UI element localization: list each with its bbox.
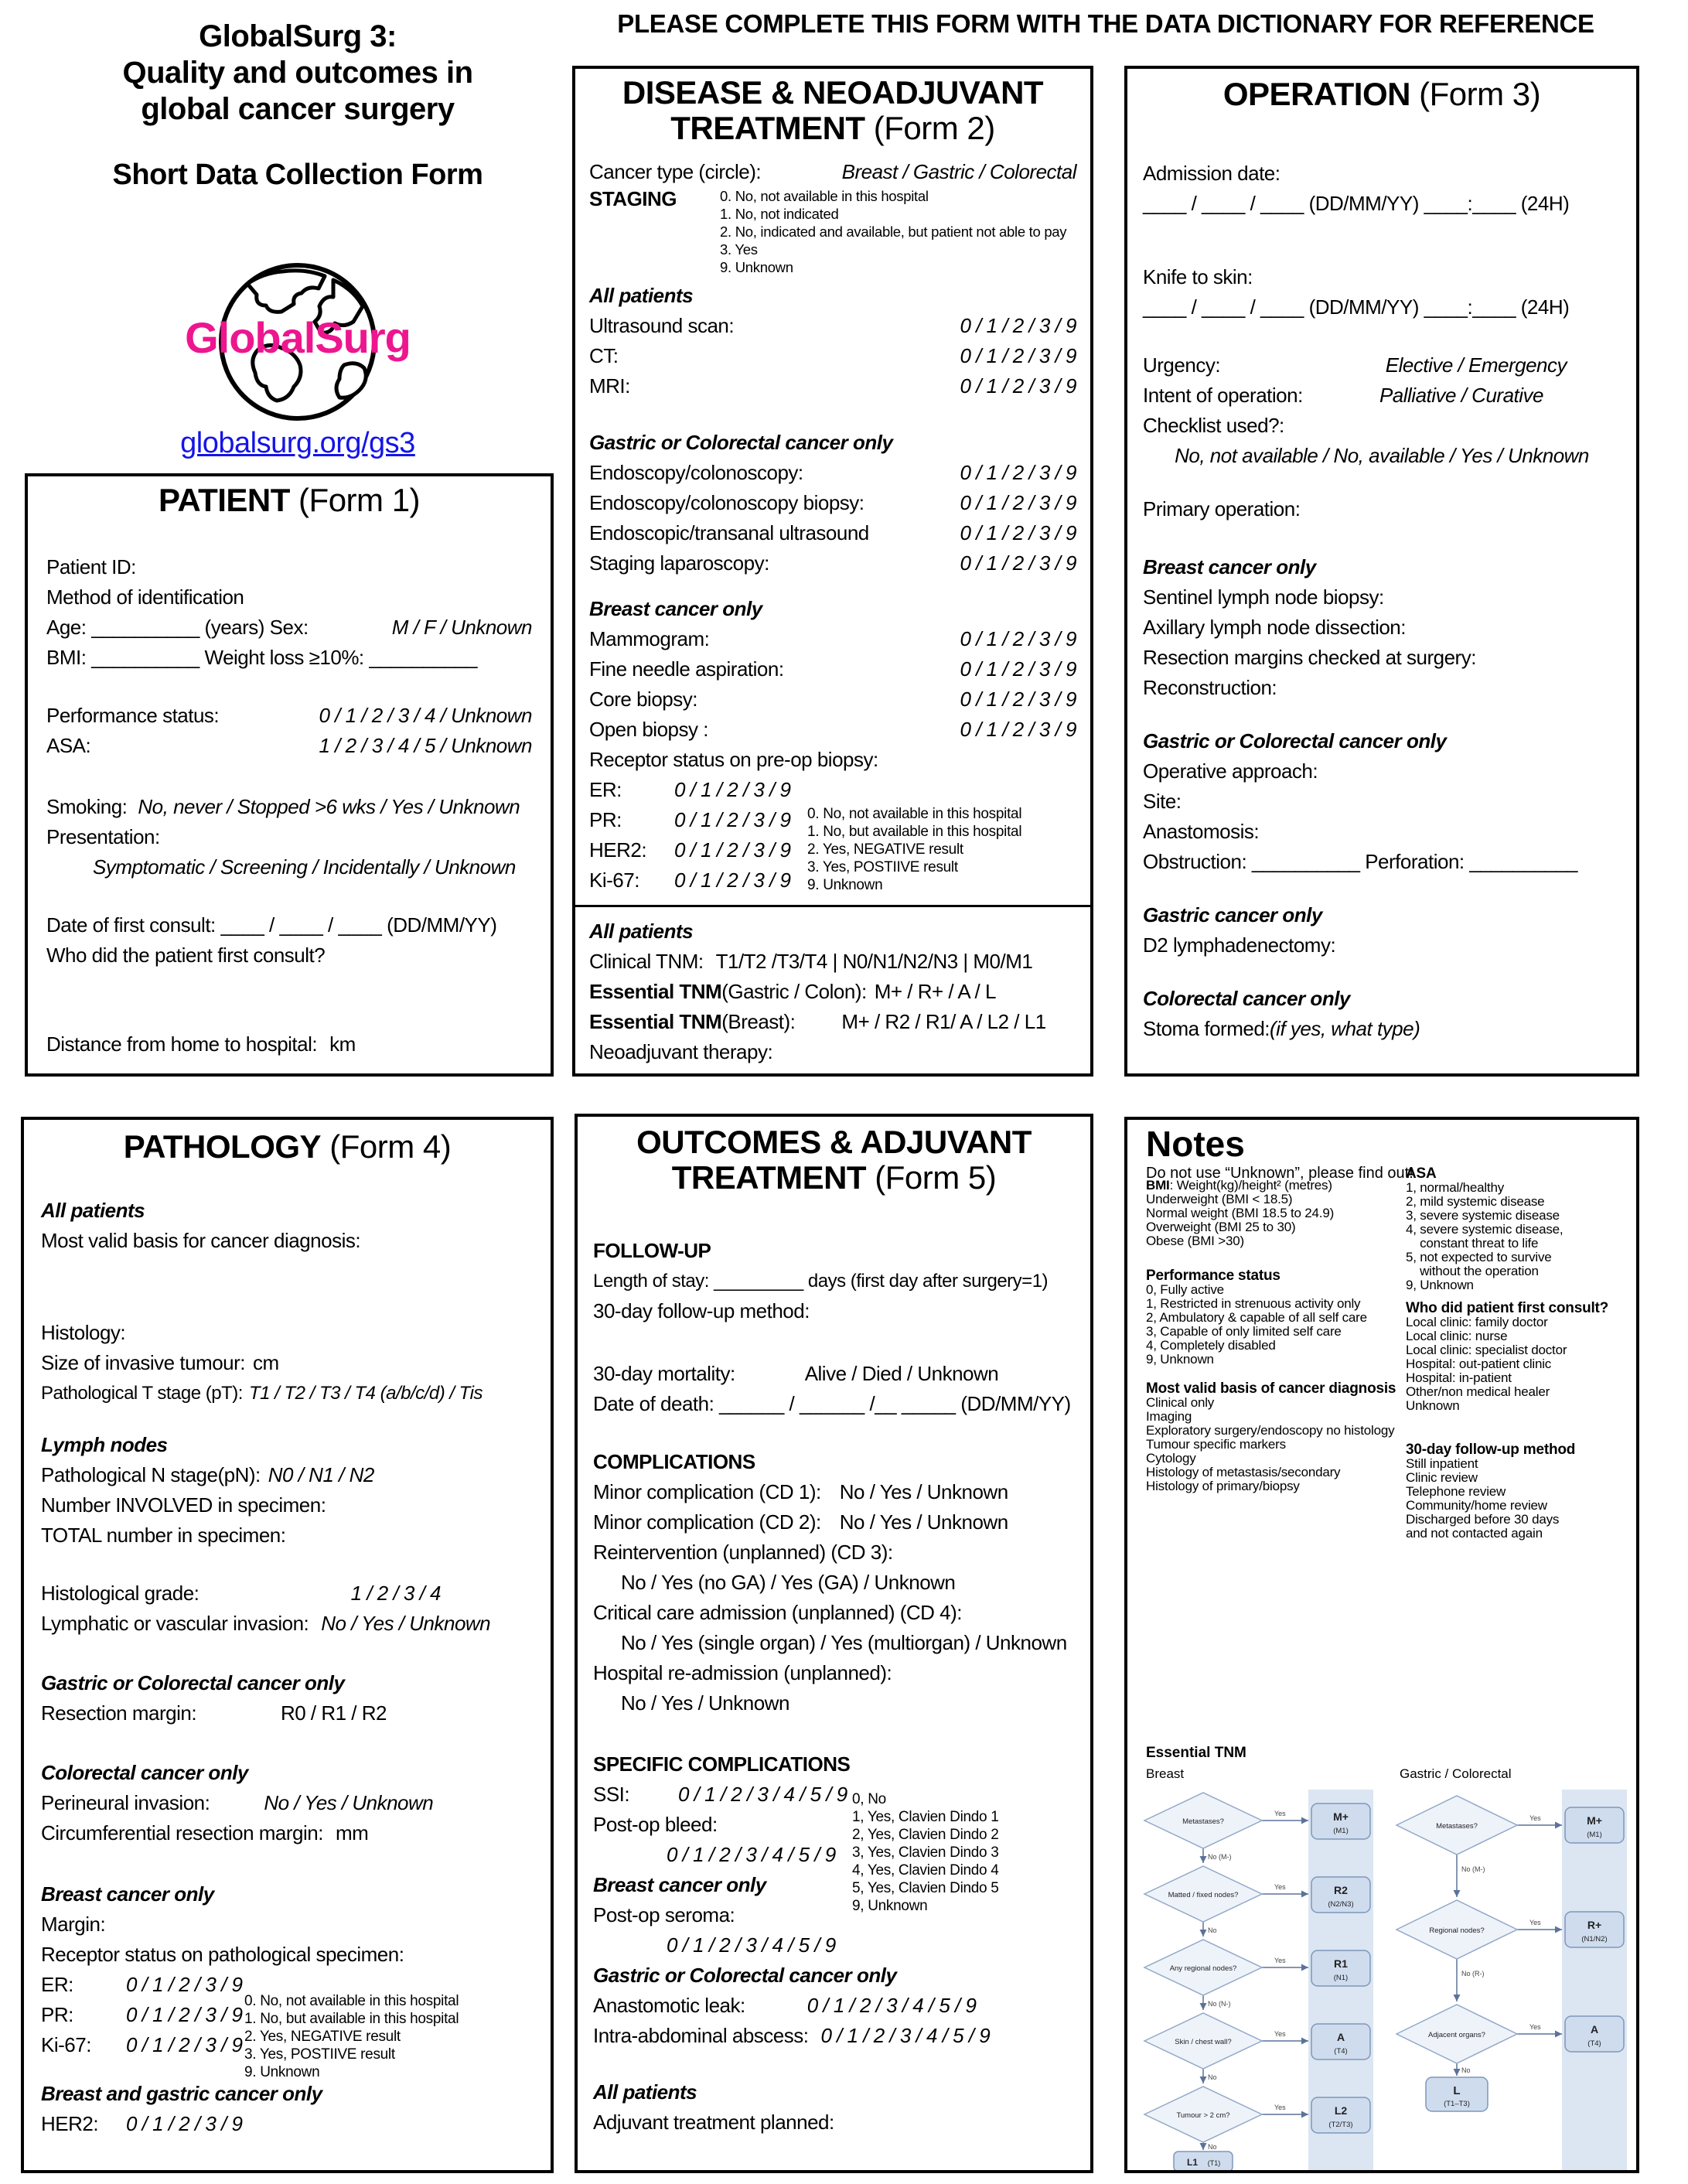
outcomes-gc-only-header: Gastric or Colorectal cancer only: [593, 1964, 897, 1987]
nodes-involved-row: Number INVOLVED in specimen:: [41, 1493, 326, 1517]
essential-tnm-breast-label: Breast: [1146, 1766, 1185, 1781]
pt-stage-row: Pathological T stage (pT): T1 / T2 / T3 / T4 (a/b/c/d) / Tis: [41, 1383, 483, 1404]
logo-wordmark: GlobalSurg: [185, 313, 411, 362]
study-title-line3: global cancer surgery: [141, 92, 455, 126]
resection-margin-row: Resection margin: R0 / R1 / R2: [41, 1701, 387, 1725]
gc-q2: Regional nodes?: [1429, 1926, 1485, 1935]
cd4-row: Critical care admission (unplanned) (CD 4):: [593, 1601, 963, 1624]
cancer-type-row: Cancer type (circle): Breast / Gastric / Colorectal: [589, 160, 1076, 183]
svg-text:No (N-): No (N-): [1208, 2000, 1231, 2008]
admission-date-label-row: Admission date:: [1143, 162, 1280, 185]
staging-laparoscopy-row: Staging laparoscopy: 0 / 1 / 2 / 3 / 9: [589, 551, 1076, 575]
svg-text:A: A: [1590, 2023, 1599, 2036]
crm-row: Circumferential resection margin: mm: [41, 1821, 369, 1844]
path-pr-row: PR: 0 / 1 / 2 / 3 / 9: [41, 2003, 243, 2026]
svg-text:No: No: [1208, 2073, 1217, 2081]
mri-row: MRI: 0 / 1 / 2 / 3 / 9: [589, 374, 1076, 398]
all-patients-tnm-header: All patients: [589, 920, 694, 943]
cd3-row: Reintervention (unplanned) (CD 3):: [593, 1541, 893, 1564]
svg-text:Yes: Yes: [1274, 2104, 1286, 2111]
svg-text:Yes: Yes: [1529, 1814, 1541, 1822]
svg-text:Yes: Yes: [1529, 2023, 1541, 2031]
er-row: ER: 0 / 1 / 2 / 3 / 9: [589, 778, 791, 801]
svg-text:No: No: [1208, 2143, 1217, 2151]
svg-text:No (R-): No (R-): [1461, 1970, 1485, 1978]
svg-text:(T1–T3): (T1–T3): [1444, 2100, 1470, 2108]
checklist-options-row: No, not available / No, available / Yes / Unknown: [1175, 444, 1589, 467]
nodes-total-row: TOTAL number in specimen:: [41, 1524, 286, 1547]
notes-basis-block: Most valid basis of cancer diagnosis Clinical only Imaging Exploratory surgery/endoscopy no histology Tumour specific markers Cytology Histology of metastasis/secondary Histology of primary/biopsy: [1146, 1380, 1396, 1493]
breast-q4: Skin / chest wall?: [1175, 2038, 1232, 2046]
date-first-consult-row: Date of first consult: ____ / ____ / ____ (DD/MM/YY): [46, 913, 497, 937]
svg-text:(M1): (M1): [1587, 1831, 1602, 1839]
checklist-label-row: Checklist used?:: [1143, 414, 1284, 437]
stoma-row: Stoma formed: (if yes, what type): [1143, 1017, 1420, 1040]
endoscopy-biopsy-row: Endoscopy/colonoscopy biopsy: 0 / 1 / 2 / 3 / 9: [589, 491, 1076, 514]
open-biopsy-row: Open biopsy : 0 / 1 / 2 / 3 / 9: [589, 718, 1076, 741]
obstruction-perforation-row: Obstruction: __________ Perforation: __________: [1143, 850, 1577, 873]
path-ki67-row: Ki-67: 0 / 1 / 2 / 3 / 9: [41, 2033, 243, 2056]
notes-performance-block: Performance status 0, Fully active 1, Restricted in strenuous activity only 2, Ambulatory & capable of all self care 3, Capable of only limited self care 4, Completely disabled 9, Unknown: [1146, 1268, 1367, 1367]
ssi-row: SSI: 0 / 1 / 2 / 3 / 4 / 5 / 9: [593, 1783, 847, 1806]
margins-checked-row: Resection margins checked at surgery:: [1143, 646, 1476, 669]
mammogram-row: Mammogram: 0 / 1 / 2 / 3 / 9: [589, 627, 1076, 650]
site-row: Site:: [1143, 790, 1182, 813]
staging-block: STAGING 0. No, not available in this hospital 1. No, not indicated 2. No, indicated and available, but patient not able to pay 3. Yes 9. Unknown: [589, 187, 1067, 275]
method-of-identification-row: Method of identification: [46, 585, 244, 609]
cd4-options-row: No / Yes (single organ) / Yes (multiorgan) / Unknown: [621, 1631, 1067, 1654]
postop-bleed-row: Post-op bleed:: [593, 1813, 718, 1836]
pathology-gc-only-header: Gastric or Colorectal cancer only: [41, 1671, 345, 1694]
ct-row: CT: 0 / 1 / 2 / 3 / 9: [589, 344, 1076, 367]
anastomotic-leak-row: Anastomotic leak: 0 / 1 / 2 / 3 / 4 / 5 / 9: [593, 1994, 977, 2017]
globalsurg-logo: [182, 257, 414, 427]
distance-row: Distance from home to hospital: km: [46, 1032, 356, 1056]
svg-text:Yes: Yes: [1274, 1957, 1286, 1964]
urgency-row: Urgency: Elective / Emergency: [1143, 353, 1567, 377]
receptor-preop-header: Receptor status on pre-op biopsy:: [589, 748, 878, 771]
svg-text:R2: R2: [1334, 1884, 1348, 1896]
svg-text:No: No: [1461, 2066, 1471, 2074]
gc-q1: Metastases?: [1436, 1822, 1478, 1831]
complications-header: COMPLICATIONS: [593, 1450, 755, 1473]
form-subtitle: Short Data Collection Form: [112, 159, 483, 191]
performance-status-row: Performance status: 0 / 1 / 2 / 3 / 4 / Unknown: [46, 704, 532, 727]
axillary-row: Axillary lymph node dissection:: [1143, 616, 1406, 639]
svg-text:(N2/N3): (N2/N3): [1328, 1900, 1354, 1909]
core-biopsy-row: Core biopsy: 0 / 1 / 2 / 3 / 9: [589, 688, 1076, 711]
d2-lymphadenectomy-row: D2 lymphadenectomy:: [1143, 933, 1336, 957]
patient-form-box: [25, 473, 554, 1077]
colorectal-only-header: Colorectal cancer only: [1143, 987, 1350, 1010]
study-title-line2: Quality and outcomes in: [122, 56, 473, 90]
operative-approach-row: Operative approach:: [1143, 759, 1318, 783]
breast-only-header: Breast cancer only: [589, 597, 762, 620]
neoadjuvant-row: Neoadjuvant therapy:: [589, 1040, 773, 1063]
gc-q3: Adjacent organs?: [1428, 2031, 1485, 2039]
breast-q2: Matted / fixed nodes?: [1168, 1891, 1239, 1899]
disease-form-box: [572, 66, 1093, 1077]
pathology-receptor-codes: 0. No, not available in this hospital 1. No, but available in this hospital 2. Yes, NEGATIVE result 3. Yes, POSTIIVE result 9. Unknown: [244, 1993, 459, 2080]
knife-to-skin-blank-row: ____ / ____ / ____ (DD/MM/YY) ____:____ (24H): [1143, 295, 1570, 319]
cd3-options-row: No / Yes (no GA) / Yes (GA) / Unknown: [621, 1571, 956, 1594]
staging-codes: 0. No, not available in this hospital 1. No, not indicated 2. No, indicated and available, but patient not able to pay 3. Yes 9. Unknown: [720, 188, 1067, 275]
breast-q3: Any regional nodes?: [1169, 1964, 1237, 1973]
globalsurg-link[interactable]: globalsurg.org/gs3: [180, 427, 415, 459]
asa-row: ASA: 1 / 2 / 3 / 4 / 5 / Unknown: [46, 734, 532, 757]
essential-tnm-breast-flowchart: [1135, 1786, 1383, 2173]
path-er-row: ER: 0 / 1 / 2 / 3 / 9: [41, 1973, 243, 1996]
postop-bleed-options-row: 0 / 1 / 2 / 3 / 4 / 5 / 9: [667, 1843, 836, 1866]
notes-title: Notes: [1146, 1124, 1245, 1164]
presentation-options-row: Symptomatic / Screening / Incidentally / Unknown: [93, 855, 516, 879]
lymph-nodes-header: Lymph nodes: [41, 1433, 168, 1456]
sentinel-row: Sentinel lymph node biopsy:: [1143, 585, 1384, 609]
length-of-stay-row: Length of stay: _________ days (first day after surgery=1): [593, 1271, 1049, 1292]
svg-text:Yes: Yes: [1274, 1810, 1286, 1817]
svg-text:R1: R1: [1334, 1957, 1348, 1970]
disease-form-title: DISEASE & NEOADJUVANT TREATMENT (Form 2): [622, 74, 1044, 146]
readmission-options-row: No / Yes / Unknown: [621, 1691, 789, 1715]
ki67-row: Ki-67: 0 / 1 / 2 / 3 / 9: [589, 868, 791, 892]
transanal-ultrasound-row: Endoscopic/transanal ultrasound 0 / 1 / 2 / 3 / 9: [589, 521, 1076, 544]
mortality-row: 30-day mortality: Alive / Died / Unknown: [593, 1362, 999, 1385]
reconstruction-row: Reconstruction:: [1143, 676, 1277, 699]
bmi-weight-loss-row: BMI: __________ Weight loss ≥10%: __________: [46, 646, 477, 669]
svg-text:(N1/N2): (N1/N2): [1581, 1935, 1608, 1943]
svg-text:Yes: Yes: [1274, 2030, 1286, 2038]
receptor-path-header-row: Receptor status on pathological specimen:: [41, 1943, 404, 1966]
essential-tnm-gc-label: Gastric / Colorectal: [1400, 1766, 1512, 1781]
outcomes-all-patients-header: All patients: [593, 2080, 697, 2104]
svg-text:(T2/T3): (T2/T3): [1328, 2121, 1353, 2129]
margin-row: Margin:: [41, 1913, 106, 1936]
cd1-row: Minor complication (CD 1): No / Yes / Unknown: [593, 1480, 1008, 1503]
outcomes-form-title: OUTCOMES & ADJUVANT TREATMENT (Form 5): [636, 1124, 1032, 1196]
pathology-colorectal-only-header: Colorectal cancer only: [41, 1761, 248, 1784]
svg-text:No (M-): No (M-): [1461, 1865, 1485, 1873]
ultrasound-row: Ultrasound scan: 0 / 1 / 2 / 3 / 9: [589, 314, 1076, 337]
clinical-tnm-row: Clinical TNM: T1/T2 /T3/T4 | N0/N1/N2/N3 | M0/M1: [589, 950, 1033, 973]
who-first-consult-blank-row: [46, 1002, 532, 1029]
notes-intro: Do not use “Unknown”, please find out!: [1146, 1165, 1413, 1182]
specific-complications-header: SPECIFIC COMPLICATIONS: [593, 1752, 851, 1776]
primary-operation-row: Primary operation:: [1143, 497, 1301, 520]
essential-tnm-gastric-row: Essential TNM (Gastric / Colon): M+ / R+ / A / L: [589, 980, 996, 1003]
presentation-row: Presentation:: [46, 825, 160, 848]
her2-row: HER2: 0 / 1 / 2 / 3 / 9: [589, 838, 791, 862]
perineural-row: Perineural invasion: No / Yes / Unknown: [41, 1791, 434, 1814]
intent-row: Intent of operation: Palliative / Curative: [1143, 384, 1543, 407]
pathology-all-patients-header: All patients: [41, 1199, 145, 1222]
breast-gastric-only-header: Breast and gastric cancer only: [41, 2082, 322, 2105]
readmission-row: Hospital re-admission (unplanned):: [593, 1661, 892, 1684]
anastomosis-row: Anastomosis:: [1143, 820, 1260, 843]
clavien-dindo-codes: 0, No 1, Yes, Clavien Dindo 1 2, Yes, Clavien Dindo 2 3, Yes, Clavien Dindo 3 4, Yes, Clavien Dindo 4 5, Yes, Clavien Dindo 5 9, Unknown: [852, 1791, 999, 1914]
operation-form-box: [1124, 66, 1639, 1077]
gastric-colorectal-only-header: Gastric or Colorectal cancer only: [589, 431, 893, 454]
svg-text:(T1): (T1): [1207, 2159, 1221, 2167]
fna-row: Fine needle aspiration: 0 / 1 / 2 / 3 / 9: [589, 657, 1076, 681]
histological-grade-row: Histological grade: 1 / 2 / 3 / 4: [41, 1582, 441, 1605]
patient-id-row: Patient ID:: [46, 555, 136, 578]
basis-blank-row: [41, 1261, 534, 1287]
outcomes-breast-only-header: Breast cancer only: [593, 1873, 766, 1896]
cd2-row: Minor complication (CD 2): No / Yes / Unknown: [593, 1510, 1008, 1534]
pr-row: PR: 0 / 1 / 2 / 3 / 9: [589, 808, 791, 831]
gastric-only-header: Gastric cancer only: [1143, 903, 1322, 926]
followup-method-row: 30-day follow-up method:: [593, 1299, 810, 1322]
svg-text:No (M-): No (M-): [1208, 1853, 1232, 1861]
svg-text:Yes: Yes: [1529, 1919, 1541, 1926]
svg-text:M+: M+: [1587, 1814, 1602, 1827]
breast-q1: Metastases?: [1182, 1817, 1224, 1826]
pathology-form-title: PATHOLOGY (Form 4): [123, 1128, 452, 1165]
svg-text:(N1): (N1): [1333, 1974, 1349, 1982]
svg-text:M+: M+: [1333, 1810, 1349, 1823]
knife-to-skin-label-row: Knife to skin:: [1143, 265, 1253, 288]
essential-tnm-breast-row: Essential TNM (Breast): M+ / R2 / R1/ A / L2 / L1: [589, 1010, 1046, 1033]
study-title-line1: GlobalSurg 3:: [199, 19, 397, 53]
svg-text:L: L: [1453, 2084, 1461, 2097]
pathology-breast-only-header: Breast cancer only: [41, 1882, 214, 1906]
abscess-row: Intra-abdominal abscess: 0 / 1 / 2 / 3 / 4 / 5 / 9: [593, 2024, 991, 2047]
endoscopy-row: Endoscopy/colonoscopy: 0 / 1 / 2 / 3 / 9: [589, 461, 1076, 484]
receptor-codes: 0. No, not available in this hospital 1. No, but available in this hospital 2. Yes, NEGATIVE result 3. Yes, POSTIIVE result 9. Unknown: [807, 806, 1022, 893]
notes-asa-block: ASA 1, normal/healthy 2, mild systemic disease 3, severe systemic disease 4, severe systemic disease, constant threat to life 5, not expected to survive without the operation 9, Unknown: [1406, 1165, 1564, 1292]
breast-q5: Tumour > 2 cm?: [1176, 2111, 1230, 2120]
followup-header: FOLLOW-UP: [593, 1239, 711, 1262]
branding-block: [108, 19, 487, 128]
svg-text:R+: R+: [1587, 1919, 1602, 1931]
admission-date-blank-row: ____ / ____ / ____ (DD/MM/YY) ____:____ (24H): [1143, 192, 1570, 215]
svg-text:L2: L2: [1334, 2104, 1348, 2117]
svg-text:(M1): (M1): [1333, 1827, 1349, 1835]
operation-gc-only-header: Gastric or Colorectal cancer only: [1143, 729, 1447, 752]
smoking-row: Smoking: No, never / Stopped >6 wks / Yes / Unknown: [46, 795, 520, 818]
svg-text:Yes: Yes: [1274, 1883, 1286, 1891]
all-patients-header: All patients: [589, 284, 694, 307]
date-of-death-row: Date of death: ______ / ______ /__ _____ (DD/MM/YY): [593, 1392, 1071, 1415]
lvi-row: Lymphatic or vascular invasion: No / Yes / Unknown: [41, 1612, 491, 1635]
histology-row: Histology:: [41, 1321, 126, 1344]
seroma-row: Post-op seroma:: [593, 1903, 735, 1926]
essential-tnm-header: Essential TNM: [1146, 1745, 1246, 1761]
seroma-options-row: 0 / 1 / 2 / 3 / 4 / 5 / 9: [667, 1933, 836, 1957]
most-valid-basis-row: Most valid basis for cancer diagnosis:: [41, 1229, 361, 1252]
pathology-form-box: [21, 1117, 554, 2173]
svg-text:L1: L1: [1186, 2157, 1199, 2168]
operation-form-title: OPERATION (Form 3): [1223, 76, 1541, 112]
svg-text:(T4): (T4): [1587, 2039, 1601, 2048]
pn-stage-row: Pathological N stage(pN): N0 / N1 / N2: [41, 1463, 374, 1486]
notes-box: [1124, 1117, 1639, 2173]
adjuvant-planned-row: Adjuvant treatment planned:: [593, 2111, 834, 2134]
tumour-size-row: Size of invasive tumour: cm: [41, 1351, 279, 1374]
patient-form-title: PATIENT (Form 1): [158, 482, 421, 518]
path-her2-row: HER2: 0 / 1 / 2 / 3 / 9: [41, 2112, 243, 2135]
notes-followup-block: 30-day follow-up method Still inpatient Clinic review Telephone review Community/home review Discharged before 30 days and not contacted again: [1406, 1442, 1576, 1541]
age-sex-row: Age: __________ (years) Sex: M / F / Unknown: [46, 616, 532, 639]
notes-bmi-block: BMI: Weight(kg)/height² (metres) Underweight (BMI < 18.5) Normal weight (BMI 18.5 to 24.9) Overweight (BMI 25 to 30) Obese (BMI >30): [1146, 1178, 1335, 1248]
svg-text:No: No: [1208, 1926, 1217, 1934]
notes-consult-block: Who did patient first consult? Local clinic: family doctor Local clinic: nurse Local clinic: specialist doctor Hospital: out-patient clinic Hospital: in-patient Other/non medical healer Unknown: [1406, 1300, 1609, 1413]
svg-text:(T4): (T4): [1334, 2047, 1348, 2056]
top-instruction: PLEASE COMPLETE THIS FORM WITH THE DATA DICTIONARY FOR REFERENCE: [617, 9, 1594, 38]
outcomes-form-box: [575, 1114, 1093, 2173]
operation-breast-only-header: Breast cancer only: [1143, 555, 1316, 578]
essential-tnm-gc-flowchart: [1389, 1786, 1636, 2173]
who-first-consult-row: Who did the patient first consult?: [46, 944, 326, 967]
svg-text:A: A: [1336, 2031, 1345, 2043]
